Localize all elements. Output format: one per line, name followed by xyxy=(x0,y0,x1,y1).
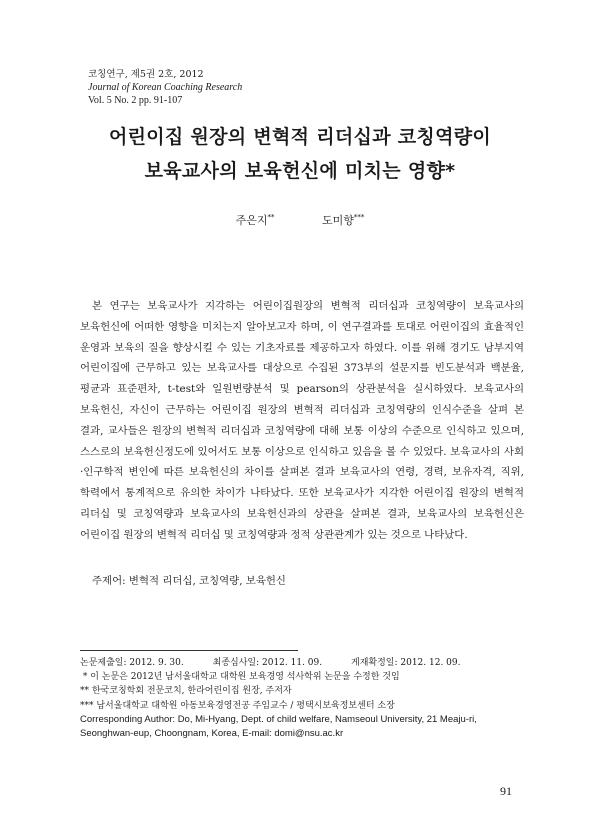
footnote-dates xyxy=(80,656,530,670)
author-1-name: 주은지 xyxy=(235,214,268,227)
title-line-2: 보육교사의 보육헌신에 미치는 영향* xyxy=(144,160,456,182)
authors xyxy=(0,212,600,228)
journal-volume: Vol. 5 No. 2 pp. 91-107 xyxy=(88,95,183,106)
paper-title xyxy=(0,120,600,188)
author-2-mark: *** xyxy=(353,213,365,222)
author-2-name: 도미향 xyxy=(322,214,354,227)
footnote-3: *** 남서울대학교 대학원 아동보육경영전공 주임교수 / 평택시보육정보센터 소장 xyxy=(80,700,395,711)
corresponding-author-line-2: Seonghwan-eup, Choongnam, Korea, E-mail: domi@nsu.ac.kr xyxy=(80,727,344,739)
title-line-1: 어린이집 원장의 변혁적 리더십과 코칭역량이 xyxy=(108,126,492,148)
footnote-1: * 이 논문은 2012년 남서울대학교 대학원 보육경영 석사학위 논문을 수정한 것임 xyxy=(80,672,400,683)
footnote-2: ** 한국코칭학회 전문코치, 한라어린이집 원장, 주저자 xyxy=(80,686,292,697)
page-number: 91 xyxy=(500,784,512,798)
accepted-date: 게재확정일: 2012. 12. 09. xyxy=(351,658,461,668)
author-1 xyxy=(236,212,275,228)
corresponding-author-line-1: Corresponding Author: Do, Mi-Hyang, Dept. of child welfare, Namseoul University, 21 Meaju-ri, xyxy=(80,713,477,725)
revised-date: 최종심사일: 2012. 11. 09. xyxy=(212,658,323,668)
received-date: 논문제출일: 2012. 9. 30. xyxy=(80,658,184,668)
footnotes xyxy=(80,656,530,741)
journal-header xyxy=(88,68,242,107)
author-1-mark: ** xyxy=(267,213,275,222)
author-2 xyxy=(322,212,364,228)
abstract: 본 연구는 보육교사가 지각하는 어린이집원장의 변혁적 리더십과 코칭역량이 보육교사의 보육헌신에 어떠한 영향을 미치는지 알아보고자 하며, 이 연구결과를 토대로 어린이집의 효율적인 운영과 보육의 질을 향상시킬 수 있는 기초자료를 제공하고자 하였다. 이를 위해 경기도 남부지역 어린이집에 근무하고 있는 보육교사를 대상으로 수집된 373부의 설문지를 빈도분석과 백분율, 평균과 표준편차, t-test와 일원변량분석 및 pearson의 상관분석을 실시하였다. 보육교사의 보육헌신, 자신이 근무하는 어린이집 원장의 변혁적 리더십과 코칭역량의 인식수준을 살펴 본 결과, 교사들은 원장의 변혁적 리더십과 코칭역량에 대해 보통 이상의 수준으로 인식하고 있으며, 스스로의 보육헌신정도에 있어서도 보통 이상으로 인식하고 있음을 볼 수 있었다. 보육교사의 사회·인구학적 변인에 따른 보육헌신의 차이를 살펴본 결과 보육교사의 연령, 경력, 보유자격, 직위, 학력에서 통계적으로 유의한 차이가 나타났다. 또한 보육교사가 지각한 어린이집 원장의 변혁적 리더십 및 코칭역량과 보육교사의 보육헌신과의 상관을 살펴본 결과, 보육교사의 보육헌신은 어린이집 원장의 변혁적 리더십 및 코칭역량과 정적 상관관계가 있는 것으로 나타났다. xyxy=(80,300,524,541)
journal-korean: 코칭연구, 제5권 2호, 2012 xyxy=(88,69,204,80)
journal-english-title: Journal of Korean Coaching Research xyxy=(88,82,243,93)
keywords: 주제어: 변혁적 리더십, 코칭역량, 보육헌신 xyxy=(92,575,286,587)
footnote-divider xyxy=(80,650,298,651)
